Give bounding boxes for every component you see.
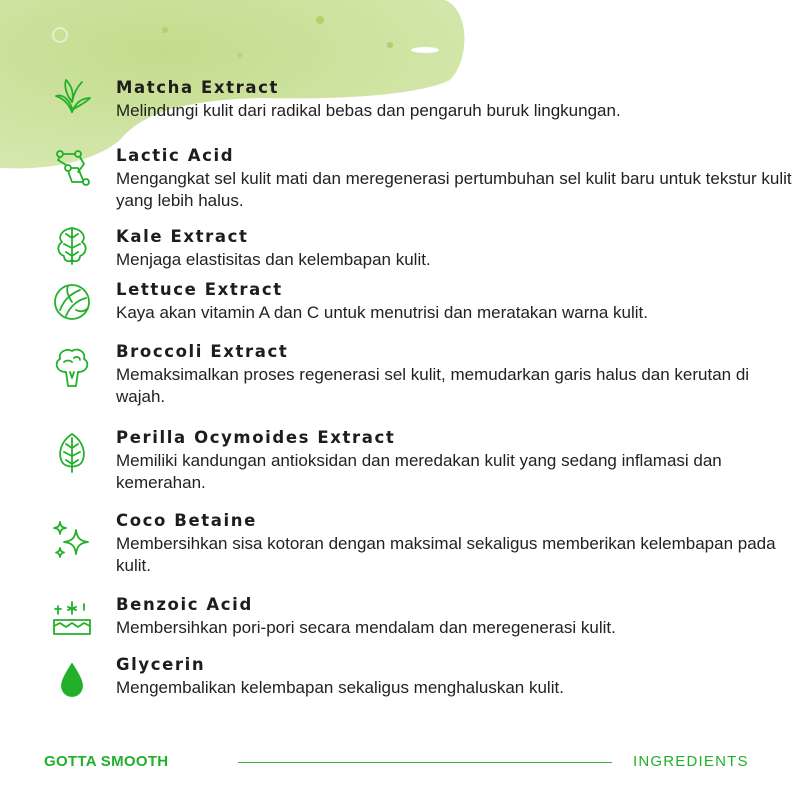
ingredient-name: Perilla Ocymoides Extract (116, 428, 396, 447)
green-gel-swatch (0, 0, 800, 260)
section-label: INGREDIENTS (633, 753, 749, 770)
ingredient-description: Melindungi kulit dari radikal bebas dan pengaruh buruk lingkungan. (116, 101, 621, 120)
ingredient-item (116, 655, 796, 699)
sparkles-icon (50, 518, 94, 562)
ingredient-item (116, 227, 796, 271)
ingredient-description: Membersihkan pori-pori secara mendalam dan meregenerasi kulit. (116, 618, 616, 637)
brand-name: GOTTA SMOOTH (44, 753, 169, 770)
ingredient-name: Benzoic Acid (116, 595, 253, 614)
droplet-icon (50, 658, 94, 702)
ingredient-item (116, 595, 796, 639)
ingredient-description: Memiliki kandungan antioksidan dan meredakan kulit yang sedang inflamasi dan kemerahan. (116, 451, 722, 492)
tea-leaf-icon (50, 72, 94, 116)
ingredient-item (116, 146, 796, 212)
ingredient-name: Glycerin (116, 655, 206, 674)
ingredient-item (116, 342, 796, 408)
kale-leaf-icon (50, 222, 94, 266)
ingredient-name: Kale Extract (116, 227, 249, 246)
broccoli-icon (50, 344, 94, 388)
perilla-leaf-icon (50, 430, 94, 474)
ingredient-name: Broccoli Extract (116, 342, 289, 361)
ingredient-item (116, 428, 796, 494)
ingredient-description: Menjaga elastisitas dan kelembapan kulit. (116, 250, 431, 269)
ingredient-name: Matcha Extract (116, 78, 279, 97)
ingredient-item (116, 511, 796, 577)
ingredient-name: Lactic Acid (116, 146, 235, 165)
ingredient-description: Membersihkan sisa kotoran dengan maksimal sekaligus memberikan kelembapan pada kulit. (116, 534, 776, 575)
ingredient-description: Mengembalikan kelembapan sekaligus menghaluskan kulit. (116, 678, 564, 697)
pore-cleanse-icon (50, 596, 94, 640)
ingredient-name: Coco Betaine (116, 511, 257, 530)
lettuce-icon (50, 280, 94, 324)
ingredient-description: Kaya akan vitamin A dan C untuk menutrisi dan meratakan warna kulit. (116, 303, 649, 322)
divider (238, 762, 612, 763)
ingredient-description: Mengangkat sel kulit mati dan meregenerasi pertumbuhan sel kulit baru untuk tekstur kulit yang lebih halus. (116, 169, 792, 210)
ingredient-description: Memaksimalkan proses regenerasi sel kulit, memudarkan garis halus dan kerutan di wajah. (116, 365, 750, 406)
ingredient-item (116, 78, 796, 122)
ingredient-item (116, 280, 796, 324)
ingredient-name: Lettuce Extract (116, 280, 283, 299)
molecule-icon (50, 146, 94, 190)
